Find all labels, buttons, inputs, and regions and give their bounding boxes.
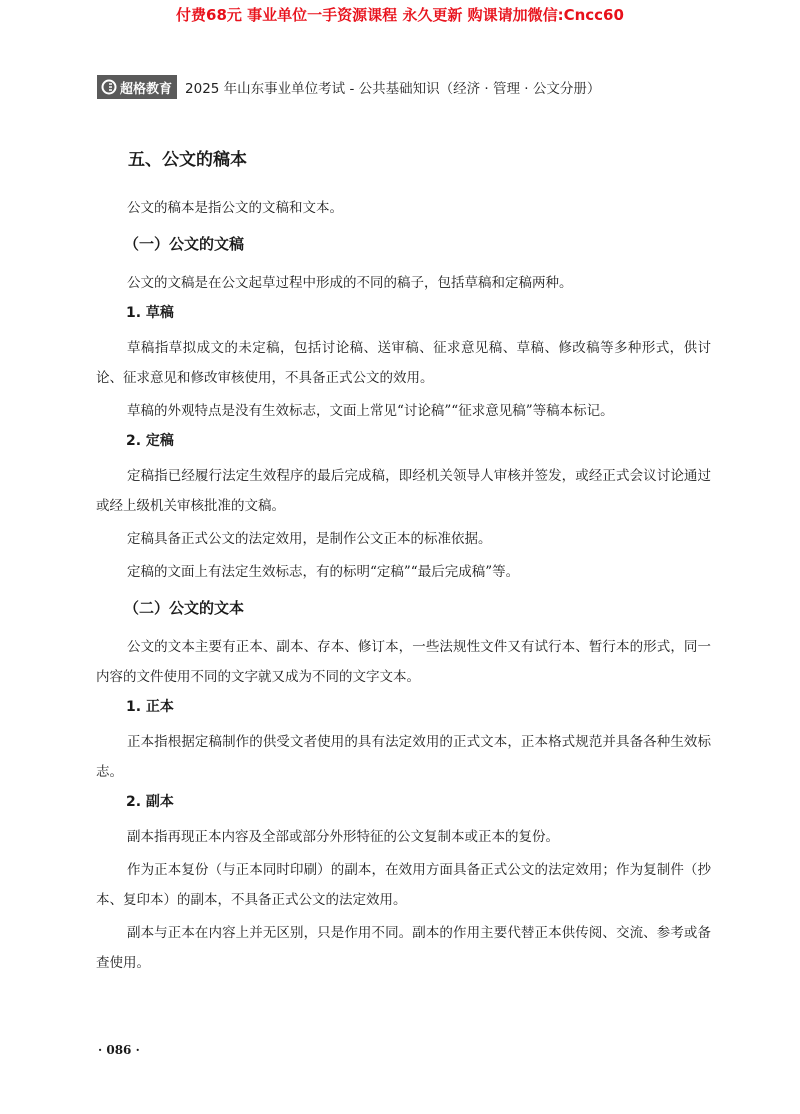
part1-item1-title: 1. 草稿 — [126, 305, 174, 321]
part1-item1-paragraph-1: 草稿指草拟成文的未定稿，包括讨论稿、送审稿、征求意见稿、草稿、修改稿等多种形式，供讨论、征求意见和修改审核使用，不具备正式公文的效用。 — [96, 340, 711, 386]
part2-title: （二）公文的文本 — [124, 599, 245, 617]
part1-title: （一）公文的文稿 — [124, 235, 245, 253]
part2-item2-title: 2. 副本 — [126, 794, 174, 810]
section-title: 五、公文的稿本 — [128, 150, 247, 170]
part1-intro: 公文的文稿是在公文起草过程中形成的不同的稿子，包括草稿和定稿两种。 — [127, 275, 573, 291]
part1-item1-paragraph-2: 草稿的外观特点是没有生效标志，文面上常见“讨论稿”“征求意见稿”等稿本标记。 — [127, 403, 614, 419]
part1-item2-paragraph-2: 定稿具备正式公文的法定效用，是制作公文正本的标准依据。 — [127, 531, 492, 547]
logo-text: 超格教育 — [120, 81, 173, 97]
logo-icon — [101, 79, 117, 95]
page-header — [97, 75, 707, 99]
part2-item2-paragraph-1: 副本指再现正本内容及全部或部分外形特征的公文复制本或正本的复份。 — [127, 829, 559, 845]
publisher-logo — [97, 75, 177, 99]
part2-item2-paragraph-3: 副本与正本在内容上并无区别，只是作用不同。副本的作用主要代替正本供传阅、交流、参考或备查使用。 — [96, 925, 711, 971]
part2-item1-title: 1. 正本 — [126, 699, 174, 715]
part2-item2-paragraph-2: 作为正本复份（与正本同时印刷）的副本，在效用方面具备正式公文的法定效用；作为复制件（抄本、复印本）的副本，不具备正式公文的法定效用。 — [96, 862, 711, 908]
section-intro: 公文的稿本是指公文的文稿和文本。 — [127, 200, 343, 216]
header-title: 2025 年山东事业单位考试 - 公共基础知识（经济 · 管理 · 公文分册） — [185, 81, 601, 97]
document-body — [96, 147, 711, 981]
page-number: · 086 · — [98, 1043, 140, 1057]
watermark-banner: 付费68元 事业单位一手资源课程 永久更新 购课请加微信:Cncc60 — [176, 6, 624, 24]
part1-item2-paragraph-1: 定稿指已经履行法定生效程序的最后完成稿，即经机关领导人审核并签发，或经正式会议讨论通过或经上级机关审核批准的文稿。 — [96, 468, 711, 514]
part1-item2-title: 2. 定稿 — [126, 433, 174, 449]
part2-item1-paragraph-1: 正本指根据定稿制作的供受文者使用的具有法定效用的正式文本，正本格式规范并具备各种生效标志。 — [96, 734, 711, 780]
part1-item2-paragraph-3: 定稿的文面上有法定生效标志，有的标明“定稿”“最后完成稿”等。 — [127, 564, 520, 580]
part2-intro: 公文的文本主要有正本、副本、存本、修订本，一些法规性文件又有试行本、暂行本的形式，同一内容的文件使用不同的文字就又成为不同的文字文本。 — [96, 639, 711, 685]
